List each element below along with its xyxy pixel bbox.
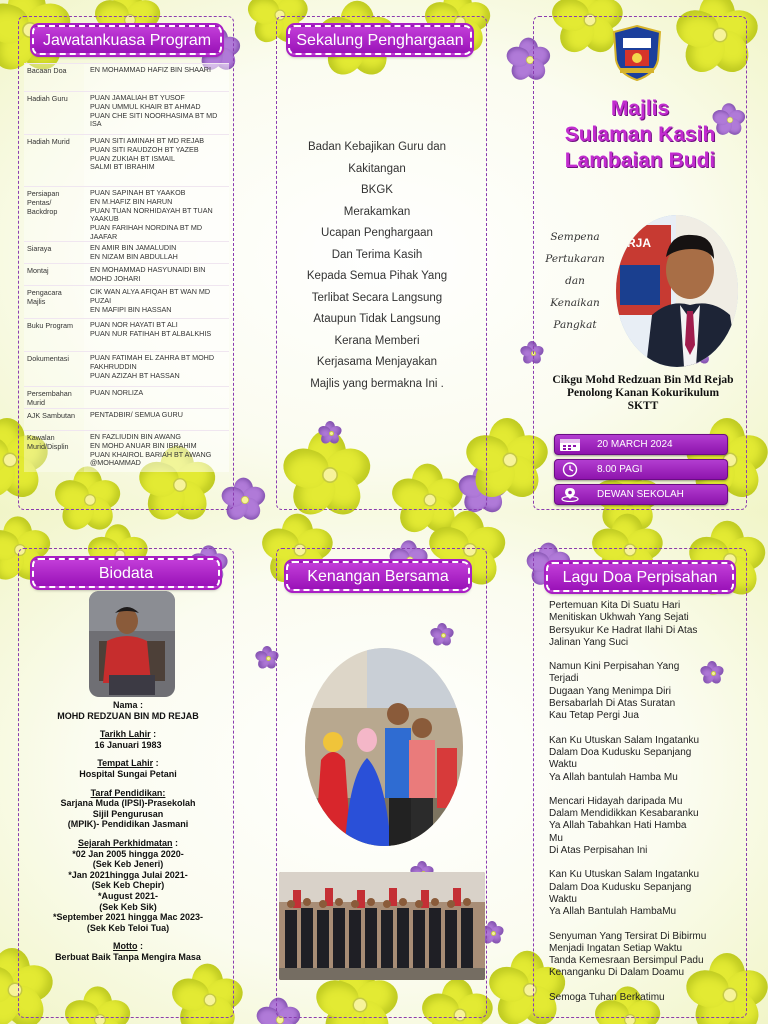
song-panel xyxy=(533,548,747,1018)
committee-heading: Jawatankuasa Program xyxy=(32,25,222,55)
committee-role: AJK Sambutan xyxy=(24,409,84,430)
occasion-line: dan xyxy=(565,275,585,287)
committee-member: EN MAFIPI BIN HASSAN xyxy=(90,304,172,314)
motto-value: Berbuat Baik Tanpa Mengira Masa xyxy=(55,951,201,962)
committee-panel xyxy=(18,16,234,510)
committee-member: PUAN FARIHAH NORDINA BT MD JAAFAR xyxy=(90,223,203,241)
education-item: Sijil Pengurusan xyxy=(92,808,164,819)
dob-label: Tarikh Lahir xyxy=(99,729,151,740)
award-line: Kakitangan xyxy=(348,162,406,175)
award-line: Kerjasama Menjayakan xyxy=(316,356,438,368)
award-line: BKGK xyxy=(361,184,393,196)
occasion-line: Pertukaran xyxy=(545,253,605,265)
lyric-line: Dalam Doa Kudusku Sepanjang xyxy=(549,881,692,893)
committee-member: PUAN UMMUL KHAIR BT AHMAD xyxy=(90,101,201,111)
committee-role: Hadiah Guru xyxy=(24,92,84,134)
lyric-line: Mu xyxy=(549,832,563,844)
lyric-line: Waktu xyxy=(549,893,577,905)
education-label: Taraf Pendidikan: xyxy=(90,787,166,798)
committee-role: Persembahan Murid xyxy=(24,387,84,408)
committee-role: Kawalan Murid/Displin xyxy=(24,431,84,472)
committee-member: PUAN JAMALIAH BT YUSOF xyxy=(90,93,185,102)
award-heading: Sekalung Penghargaan xyxy=(288,25,472,55)
career-item: *02 Jan 2005 hingga 2020- xyxy=(72,848,184,859)
lyric-line: Semoga Tuhan Berkatimu xyxy=(549,991,665,1003)
career-item: *August 2021- xyxy=(97,890,159,901)
committee-member: PUAN NUR FATIHAH BT ALBALKHIS xyxy=(90,328,212,338)
lyric-line: Bersyukur Ke Hadrat Ilahi Di Atas xyxy=(549,624,698,636)
occasion-line: Sempena xyxy=(550,231,600,243)
event-title-line-2: Sulaman Kasih xyxy=(564,123,716,146)
lyric-line: Kau Tetap Pergi Jua xyxy=(549,710,639,722)
committee-member: EN NIZAM BIN ABDULLAH xyxy=(90,251,178,261)
award-line: Majlis yang bermakna Ini . xyxy=(310,377,444,390)
biodata-panel xyxy=(18,548,234,1018)
lyric-line: Ya Allah bantulah Hamba Mu xyxy=(549,771,678,783)
committee-member: PUAN ZUKIAH BT ISMAIL xyxy=(90,153,175,163)
lyric-line: Kan Ku Utuskan Salam Ingatanku xyxy=(549,869,700,881)
committee-member: PUAN TUAN NORHIDAYAH BT TUAN YAAKUB xyxy=(90,205,213,224)
committee-member: EN MOHAMMAD HAFIZ BIN SHAARI xyxy=(90,65,211,74)
lyric-line: Kan Ku Utuskan Salam Ingatanku xyxy=(549,734,700,746)
career-label: Sejarah Perkhidmatan xyxy=(77,837,173,848)
event-venue: DEWAN SEKOLAH xyxy=(597,489,684,500)
award-line: Kepada Semua Pihak Yang xyxy=(306,270,448,282)
award-line: Badan Kebajikan Guru dan xyxy=(307,141,447,153)
committee-member: PUAN SITI AMINAH BT MD REJAB xyxy=(90,136,205,145)
lyric-line: Bersabarlah Di Atas Suratan xyxy=(549,698,676,710)
award-line: Ucapan Penghargaan xyxy=(321,227,433,239)
committee-role: Bacaan Doa xyxy=(24,64,84,91)
lyric-line: Di Atas Perpisahan Ini xyxy=(549,845,648,857)
honoree-name: Cikgu Mohd Redzuan Bin Md Rejab xyxy=(552,374,734,386)
cover-panel xyxy=(533,16,747,510)
committee-member: PUAN NORLIZA xyxy=(90,388,144,397)
lyric-line: Ya Allah Tabahkan Hati Hamba xyxy=(549,820,687,832)
lyric-line: Menjadi Ingatan Setiap Waktu xyxy=(549,942,683,954)
lyric-line: Terjadi xyxy=(549,673,579,685)
committee-role: Siaraya xyxy=(24,242,84,263)
career-item: (Sek Keb Jeneri) xyxy=(92,859,164,870)
committee-member: PUAN AZIZAH BT HASSAN xyxy=(90,370,180,380)
honoree-school: SKTT xyxy=(627,400,659,412)
lyric-line: Dugaan Yang Menimpa Diri xyxy=(549,685,671,697)
lyric-line: Dalam Doa Kudusku Sepanjang xyxy=(549,746,692,758)
committee-member: EN FAZLIUDIN BIN AWANG xyxy=(90,432,181,441)
education-item: Sarjana Muda (IPSI)-Prasekolah xyxy=(60,798,196,809)
career-item: *September 2021 hingga Mac 2023- xyxy=(52,912,204,923)
committee-member: PENTADBIR/ SEMUA GURU xyxy=(90,410,183,419)
committee-member: EN MOHD ANUAR BIN IBRAHIM xyxy=(90,440,197,450)
event-title-line-1: Majlis xyxy=(610,97,670,120)
committee-role: Hadiah Murid xyxy=(24,135,84,186)
career-item: *Jan 2021hingga Julai 2021- xyxy=(68,869,188,880)
lyric-line: Menitiskan Ukhwah Yang Sejati xyxy=(549,612,689,624)
award-line: Kerana Memberi xyxy=(334,334,420,347)
committee-role: Persiapan Pentas/ Backdrop xyxy=(24,187,84,241)
award-line: Ataupun Tidak Langsung xyxy=(313,313,441,325)
committee-member: SALMI BT IBRAHIM xyxy=(90,162,155,172)
award-line: Terlibat Secara Langsung xyxy=(311,291,443,304)
lyric-line: Waktu xyxy=(549,759,577,771)
committee-member: PUAN FATIMAH EL ZAHRA BT MOHD FAKHRUDDIN xyxy=(90,353,215,371)
lyric-line: Dalam Mendidikkan Kesabaranku xyxy=(549,808,699,820)
committee-member: PUAN NOR HAYATI BT ALI xyxy=(90,320,178,329)
career-item: (Sek Keb Teloi Tua) xyxy=(86,922,170,933)
career-item: (Sek Keb Sik) xyxy=(99,901,157,912)
lyric-line: Ya Allah Bantulah HambaMu xyxy=(549,906,677,918)
committee-member: PUAN KHAIROL BARIAH BT AWANG @MOHAMMAD xyxy=(90,449,212,468)
award-panel xyxy=(276,16,487,510)
occasion-line: Pangkat xyxy=(553,319,597,331)
award-line: Dan Terima Kasih xyxy=(331,248,423,261)
lyric-line: Namun Kini Perpisahan Yang xyxy=(549,661,680,673)
name-label: Nama : xyxy=(112,700,143,710)
committee-role: Buku Program xyxy=(24,319,84,351)
committee-member: PUAN CHE SITI NOORHASIMA BT MD ISA xyxy=(90,110,218,129)
committee-member: PUAN SAPINAH BT YAAKOB xyxy=(90,188,186,197)
committee-member: EN MOHAMMAD HASYUNAIDI BIN MOHD JOHARI xyxy=(90,265,206,283)
honoree-position: Penolong Kanan Kokurikulum xyxy=(566,387,720,399)
memories-heading: Kenangan Bersama xyxy=(286,561,470,591)
committee-member: PUAN SITI RAUDZOH BT YAZEB xyxy=(90,144,199,154)
committee-member: CIK WAN ALYA AFIQAH BT WAN MD PUZAI xyxy=(90,287,211,305)
occasion-line: Kenaikan xyxy=(550,297,600,309)
event-date: 20 MARCH 2024 xyxy=(597,439,673,450)
lyric-line: Jalinan Yang Suci xyxy=(549,636,629,648)
lyric-line: Tanda Kemesraan Bersimpul Padu xyxy=(549,955,704,967)
committee-role: Dokumentasi xyxy=(24,352,84,386)
lyric-line: Pertemuan Kita Di Suatu Hari xyxy=(549,600,681,611)
event-time: 8.00 PAGI xyxy=(597,464,643,475)
memories-panel xyxy=(276,548,487,1018)
lyric-line: Senyuman Yang Tersirat Di Bibirmu xyxy=(549,930,707,942)
lyric-line: Kenanganku Di Dalam Doamu xyxy=(549,967,685,979)
motto-label: Motto xyxy=(113,941,138,952)
pob-label: Tempat Lahir xyxy=(97,758,154,769)
education-item: (MPIK)- Pendidikan Jasmani xyxy=(67,819,189,830)
award-line: Merakamkan xyxy=(343,205,411,218)
committee-member: EN M.HAFIZ BIN HARUN xyxy=(90,196,173,206)
biodata-heading: Biodata xyxy=(32,558,220,588)
dob-value: 16 Januari 1983 xyxy=(94,739,162,750)
committee-role: Montaj xyxy=(24,264,84,285)
event-title-line-3: Lambaian Budi xyxy=(564,149,716,172)
career-item: (Sek Keb Chepir) xyxy=(91,880,165,891)
committee-role: Pengacara Majlis xyxy=(24,286,84,318)
committee-member: EN AMIR BIN JAMALUDIN xyxy=(90,243,177,252)
svg-text:ERJA: ERJA xyxy=(619,236,652,250)
song-heading: Lagu Doa Perpisahan xyxy=(546,562,734,592)
name-value: MOHD REDZUAN BIN MD REJAB xyxy=(57,710,199,721)
lyric-line: Mencari Hidayah daripada Mu xyxy=(549,795,683,807)
pob-value: Hospital Sungai Petani xyxy=(79,768,177,779)
biodata-details: Nama : MOHD REDZUAN BIN MD REJAB Tarikh Lahir : 16 Januari 1983 Tempat Lahir : Hospital Sungai Petani Taraf Pendidikan: Sarjana Muda (IPSI)-Prasekolah Sijil Pengurusan (MPIK)- Pendidikan Jasmani Sejarah Perkhidmatan : *02 Jan 2005 hingga 2020- (Sek Keb Jeneri) *Jan 2021hingga Julai 2021- (Sek Keb Chepir) *August 2021- (Sek Keb Sik) *September 2021 hingga Mac 2023- (Sek Keb Teloi Tua) Motto : Berbuat Baik Tanpa Mengira Masa xyxy=(22,700,234,962)
